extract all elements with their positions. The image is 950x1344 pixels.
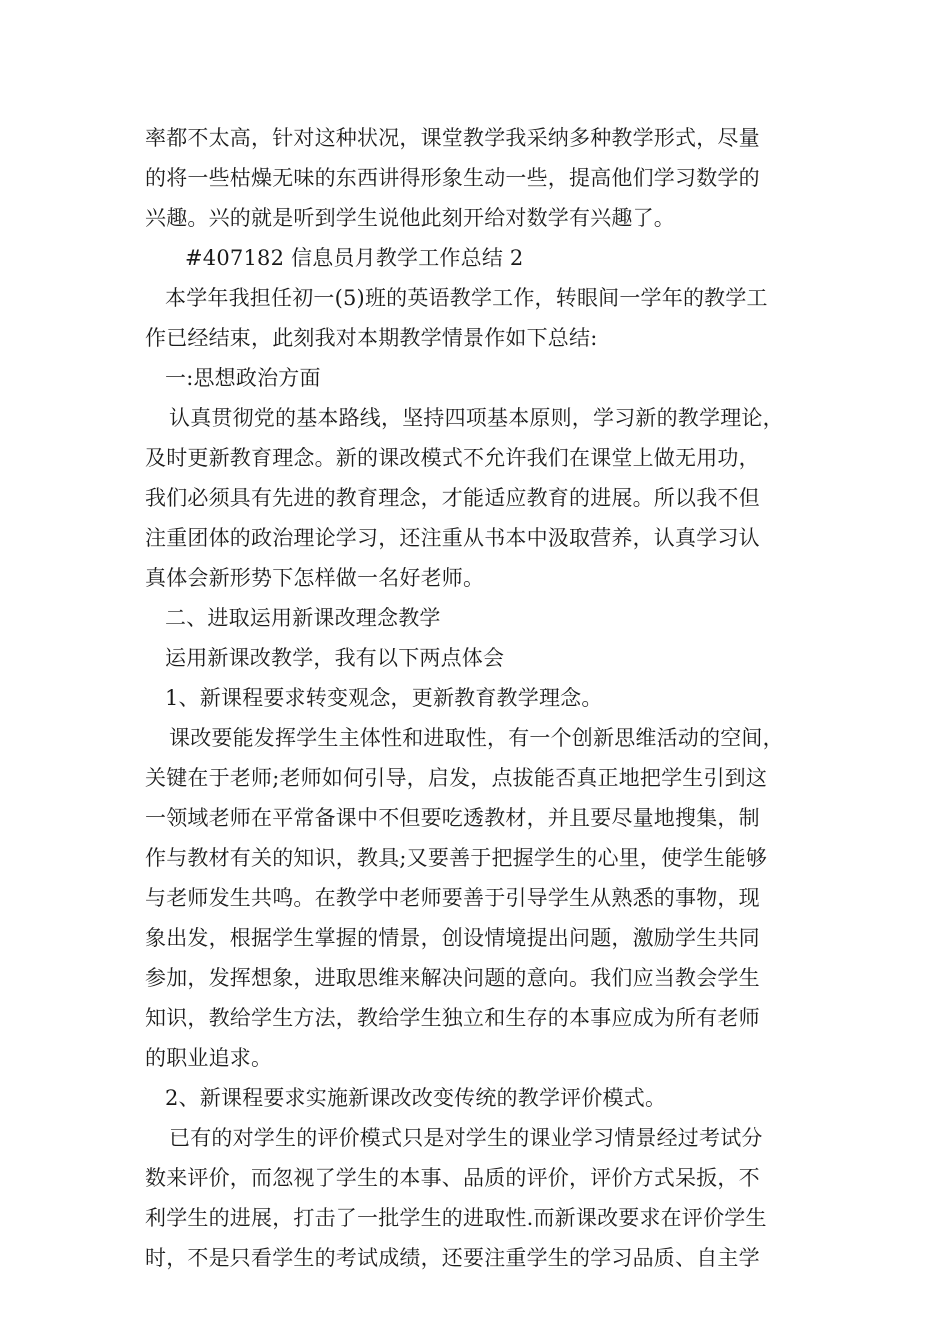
body-line: 运用新课改教学，我有以下两点体会	[165, 646, 505, 670]
subheading: 一:思想政治方面	[165, 366, 321, 390]
body-line: 象出发，根据学生掌握的情景，创设情境提出问题，激励学生共同	[145, 926, 760, 950]
body-line: 本学年我担任初一(5)班的英语教学工作，转眼间一学年的教学工	[165, 286, 768, 310]
subheading: 1、新课程要求转变观念，更新教育教学理念。	[165, 686, 603, 710]
subheading: 二、进取运用新课改理念教学	[165, 606, 441, 630]
body-line: 数来评价，而忽视了学生的本事、品质的评价，评价方式呆扳，不	[145, 1166, 760, 1190]
body-line: 知识，教给学生方法，教给学生独立和生存的本事应成为所有老师	[145, 1006, 760, 1030]
body-line: 课改要能发挥学生主体性和进取性，有一个创新思维活动的空间，	[169, 726, 784, 750]
body-line: 关键在于老师;老师如何引导，启发，点拔能否真正地把学生引到这	[145, 766, 768, 790]
body-line: 参加，发挥想象，进取思维来解决问题的意向。我们应当教会学生	[145, 966, 760, 990]
body-line: 与老师发生共鸣。在教学中老师要善于引导学生从熟悉的事物，现	[145, 886, 760, 910]
body-line: 的职业追求。	[145, 1046, 273, 1070]
body-line: 利学生的进展，打击了一批学生的进取性.而新课改要求在评价学生	[145, 1206, 767, 1230]
body-line: 时，不是只看学生的考试成绩，还要注重学生的学习品质、自主学	[145, 1246, 760, 1270]
body-line: 我们必须具有先进的教育理念，才能适应教育的进展。所以我不但	[145, 486, 760, 510]
body-line: 一领域老师在平常备课中不但要吃透教材，并且要尽量地搜集，制	[145, 806, 760, 830]
subheading: 2、新课程要求实施新课改改变传统的教学评价模式。	[165, 1086, 667, 1110]
section-title: #407182 信息员月教学工作总结 2	[185, 246, 524, 270]
body-line: 兴趣。兴的就是听到学生说他此刻开给对数学有兴趣了。	[145, 206, 675, 230]
body-line: 作与教材有关的知识，教具;又要善于把握学生的心里，使学生能够	[145, 846, 768, 870]
body-line: 作已经结束，此刻我对本期教学情景作如下总结:	[145, 326, 598, 350]
body-line: 注重团体的政治理论学习，还注重从书本中汲取营养，认真学习认	[145, 526, 760, 550]
body-line: 及时更新教育理念。新的课改模式不允许我们在课堂上做无用功，	[145, 446, 760, 470]
body-line: 率都不太高，针对这种状况，课堂教学我采纳多种教学形式，尽量	[145, 126, 760, 150]
body-line: 认真贯彻党的基本路线，坚持四项基本原则，学习新的教学理论，	[169, 406, 784, 430]
body-line: 真体会新形势下怎样做一名好老师。	[145, 566, 485, 590]
document-body	[145, 118, 825, 1278]
body-line: 已有的对学生的评价模式只是对学生的课业学习情景经过考试分	[169, 1126, 763, 1150]
body-line: 的将一些枯燥无味的东西讲得形象生动一些，提高他们学习数学的	[145, 166, 760, 190]
